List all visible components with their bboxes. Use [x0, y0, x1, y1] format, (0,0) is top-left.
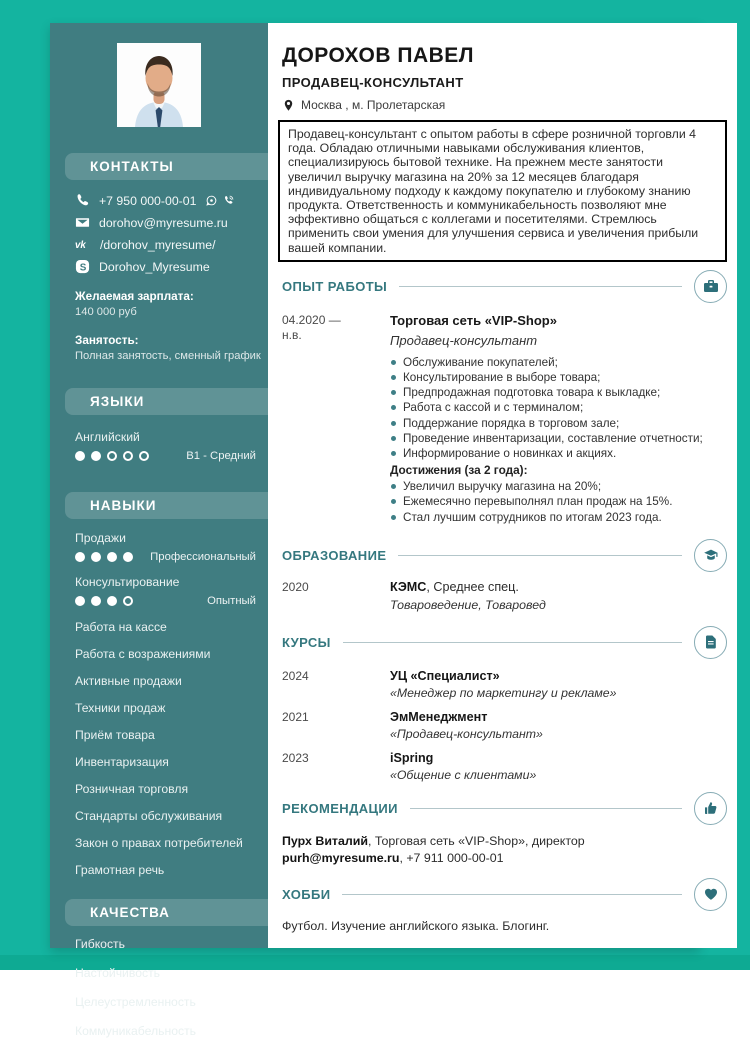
rating-dot	[91, 451, 101, 461]
duty-item: Обслуживание покупателей;	[390, 355, 727, 370]
section-recommendations	[282, 792, 727, 868]
section-rule	[399, 286, 682, 287]
language-rating-row	[75, 450, 256, 462]
course-name: «Общение с клиентами»	[390, 767, 537, 782]
skill-item: Розничная торговля	[75, 782, 189, 796]
section-header	[282, 878, 727, 911]
achievements-label: Достижения (за 2 года):	[390, 463, 528, 478]
section-hobbies	[282, 878, 727, 933]
skill-name: Продажи	[75, 531, 126, 545]
language-name: Английский	[75, 430, 140, 444]
period-end: н.в.	[282, 327, 302, 342]
duties-list	[390, 355, 727, 461]
rating-dot	[107, 552, 117, 562]
education-school: КЭМС	[390, 579, 427, 594]
skill-item: Инвентаризация	[75, 755, 169, 769]
section-education	[282, 539, 727, 612]
skill-item: Активные продажи	[75, 674, 182, 688]
graduation-cap-icon	[694, 539, 727, 572]
contact-phone[interactable]	[75, 193, 256, 208]
course-provider: ЭмМенеджмент	[390, 709, 488, 724]
course-year: 2024	[282, 668, 309, 683]
rating-dot	[91, 596, 101, 606]
duty-item: Поддержание порядка в торговом зале;	[390, 416, 727, 431]
employment-label: Занятость:	[75, 334, 139, 347]
svg-text:S: S	[79, 262, 87, 274]
person-job-title: ПРОДАВЕЦ-КОНСУЛЬТАНТ	[282, 75, 464, 90]
quality-item: Гибкость	[75, 937, 125, 951]
achievement-item: Стал лучшим сотрудников по итогам 2023 года.	[390, 510, 727, 525]
section-header	[282, 539, 727, 572]
vk-icon	[75, 237, 91, 252]
heart-icon	[694, 878, 727, 911]
vk-value[interactable]: /dorohov_myresume/	[100, 237, 216, 252]
contacts-heading: КОНТАКТЫ	[65, 153, 268, 180]
skill-item: Закон о правах потребителей	[75, 836, 243, 850]
skype-icon	[75, 259, 90, 274]
section-experience	[282, 270, 727, 525]
course-provider: УЦ «Специалист»	[390, 668, 500, 683]
experience-entry	[282, 313, 727, 525]
quality-item: Настойчивость	[75, 966, 161, 980]
rating-dot	[75, 596, 85, 606]
messenger-icons	[205, 194, 235, 207]
rating-dot	[123, 552, 133, 562]
skill-rating-row	[75, 595, 256, 607]
company-name: Торговая сеть «VIP-Shop»	[390, 312, 557, 328]
course-name: «Продавец-консультант»	[390, 726, 543, 741]
skill-item: Работа на кассе	[75, 620, 167, 634]
achievement-item: Увеличил выручку магазина на 20%;	[390, 479, 727, 494]
email-value[interactable]: dorohov@myresume.ru	[99, 215, 228, 230]
education-year: 2020	[282, 579, 309, 594]
section-rule	[343, 642, 682, 643]
education-title-line	[390, 580, 727, 594]
course-provider: iSpring	[390, 750, 434, 765]
skill-level: Профессиональный	[150, 551, 256, 563]
skill-item: Техники продаж	[75, 701, 166, 715]
skill-item: Работа с возражениями	[75, 647, 211, 661]
skill-name: Консультирование	[75, 575, 180, 589]
location-text: Москва , м. Пролетарская	[301, 98, 446, 112]
section-rule	[410, 808, 682, 809]
experience-period	[282, 313, 382, 525]
referee-line	[282, 833, 727, 851]
contact-vk[interactable]	[75, 237, 256, 252]
contact-email[interactable]	[75, 215, 256, 230]
skill-item: Грамотная речь	[75, 863, 165, 877]
avatar	[117, 43, 201, 127]
course-year: 2021	[282, 709, 309, 724]
rating-dot	[139, 451, 149, 461]
main-column	[268, 23, 737, 948]
rating-dot	[107, 451, 117, 461]
recommendations-heading: РЕКОМЕНДАЦИИ	[282, 800, 398, 816]
education-degree: , Среднее спец.	[426, 579, 519, 594]
section-rule	[398, 555, 682, 556]
skill-rated	[75, 575, 256, 607]
experience-details	[390, 313, 727, 525]
period-start: 04.2020 —	[282, 312, 341, 327]
education-specialty: Товароведение, Товаровед	[390, 597, 546, 612]
rating-dot	[123, 451, 133, 461]
referee-details: , Торговая сеть «VIP-Shop», директор	[368, 833, 585, 848]
skill-rating-row	[75, 551, 256, 563]
location-row	[282, 98, 727, 112]
duty-item: Работа с кассой и с терминалом;	[390, 400, 727, 415]
svg-text:vk: vk	[75, 240, 86, 252]
skills-heading: НАВЫКИ	[65, 492, 268, 519]
contact-skype[interactable]	[75, 259, 256, 274]
achievement-item: Ежемесячно перевыполнял план продаж на 15%.	[390, 494, 727, 509]
mail-icon	[75, 215, 90, 230]
person-name: ДОРОХОВ ПАВЕЛ	[282, 44, 475, 67]
language-rating-dots	[75, 451, 155, 461]
document-icon	[694, 626, 727, 659]
duty-item: Проведение инвентаризации, составление отчетности;	[390, 431, 727, 446]
referee-email[interactable]: purh@myresume.ru	[282, 851, 400, 866]
viber-icon[interactable]	[222, 194, 235, 207]
section-header	[282, 270, 727, 303]
course-details	[390, 751, 727, 782]
briefcase-icon	[694, 270, 727, 303]
quality-item: Целеустремленность	[75, 995, 196, 1009]
section-header	[282, 626, 727, 659]
employment-value: Полная занятость, сменный график	[75, 350, 261, 362]
sidebar	[50, 23, 268, 1038]
contact-list	[50, 193, 268, 274]
resume-sheet	[50, 23, 703, 1038]
profile-photo	[117, 43, 201, 127]
quality-item: Коммуникабельность	[75, 1024, 196, 1038]
skill-item: Стандарты обслуживания	[75, 809, 223, 823]
section-courses	[282, 626, 727, 782]
referee-phone: , +7 911 000-00-01	[399, 851, 504, 866]
rating-dot	[107, 596, 117, 606]
experience-heading: ОПЫТ РАБОТЫ	[282, 278, 388, 294]
hobbies-text: Футбол. Изучение английского языка. Блогинг.	[282, 918, 550, 933]
phone-value[interactable]: +7 950 000-00-01	[99, 193, 197, 208]
education-details	[390, 580, 727, 612]
course-year: 2023	[282, 750, 309, 765]
skill-item: Приём товара	[75, 728, 155, 742]
rating-dot	[123, 596, 133, 606]
courses-heading: КУРСЫ	[282, 634, 331, 650]
section-rule	[342, 894, 682, 895]
phone-icon	[75, 193, 90, 208]
skill-rating-dots	[75, 596, 139, 606]
skill-rated	[75, 531, 256, 563]
skype-value[interactable]: Dorohov_Myresume	[99, 259, 210, 274]
summary-box: Продавец-консультант с опытом работы в сфере розничной торговли 4 года. Обладаю отличными навыками обслуживания клиентов, специализируюсь бытовой технике. На прежнем месте занятости увеличил выручку магазина на 20% за 12 месяцев благодаря индивидуальному подходу к каждому покупателю и глубокому знанию продукта. Ответственность и коммуникабельность позволяют мне эффективно общаться с коллегами и посетителями. Стремлюсь применить свои умения для улучшения сервиса и увеличения прибыли вашей компании.	[278, 120, 727, 262]
rating-dot	[75, 552, 85, 562]
achievements-list	[390, 479, 727, 525]
duty-item: Информирование о новинках и акциях.	[390, 446, 727, 461]
skill-rating-dots	[75, 552, 139, 562]
referee-name: Пурх Виталий	[282, 833, 369, 848]
duty-item: Консультирование в выборе товара;	[390, 370, 727, 385]
salary-value: 140 000 руб	[75, 306, 137, 318]
qualities-heading: КАЧЕСТВА	[65, 899, 268, 926]
course-details	[390, 669, 727, 700]
course-entry	[282, 669, 727, 700]
hobbies-heading: ХОББИ	[282, 886, 331, 902]
education-entry	[282, 580, 727, 612]
skill-level: Опытный	[207, 595, 256, 607]
rating-dot	[75, 451, 85, 461]
language-level: B1 - Средний	[186, 450, 256, 462]
course-name: «Менеджер по маркетингу и рекламе»	[390, 685, 617, 700]
position-title: Продавец-консультант	[390, 332, 538, 348]
duty-item: Предпродажная подготовка товара к выкладке;	[390, 385, 727, 400]
recommendation-entry	[282, 833, 727, 868]
course-details	[390, 710, 727, 741]
thumbs-up-icon	[694, 792, 727, 825]
rating-dot	[91, 552, 101, 562]
referee-contact-line	[282, 850, 727, 868]
whatsapp-icon[interactable]	[205, 194, 218, 207]
section-header	[282, 792, 727, 825]
education-heading: ОБРАЗОВАНИЕ	[282, 547, 387, 563]
course-entry	[282, 751, 727, 782]
course-entry	[282, 710, 727, 741]
languages-heading: ЯЗЫКИ	[65, 388, 268, 415]
location-pin-icon	[282, 99, 295, 112]
salary-label: Желаемая зарплата:	[75, 290, 194, 303]
